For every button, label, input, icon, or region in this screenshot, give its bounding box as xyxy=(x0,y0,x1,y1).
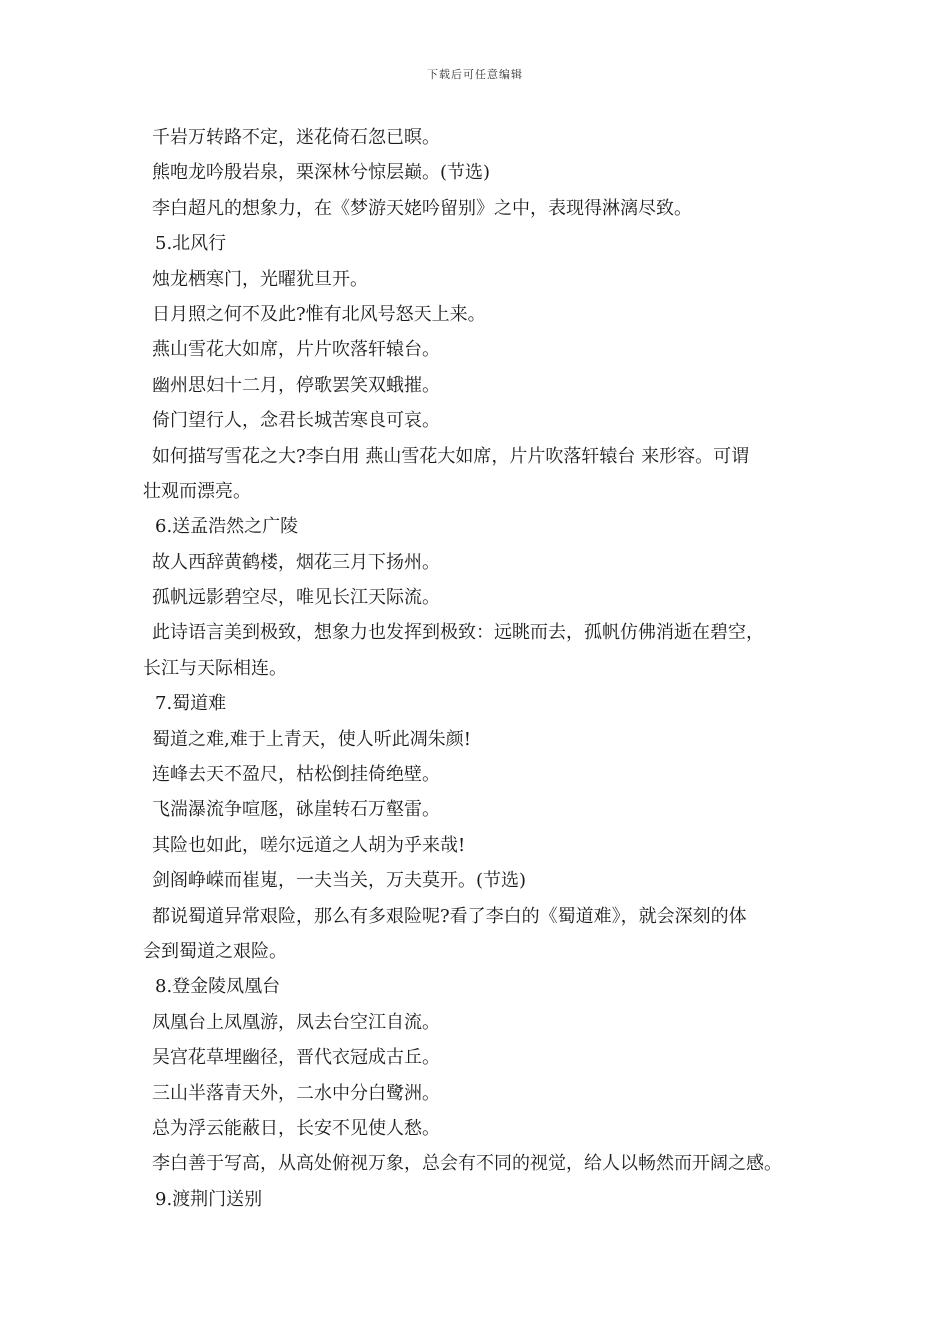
commentary-line: 如何描写雪花之大?李白用 燕山雪花大如席，片片吹落轩辕台 来形容。可谓 xyxy=(152,445,750,467)
commentary-line: 李白善于写高，从高处俯视万象，总会有不同的视觉，给人以畅然而开阔之感。 xyxy=(152,1153,782,1175)
verse-line: 日月照之何不及此?惟有北风号怒天上来。 xyxy=(152,303,486,325)
verse-line: 孤帆远影碧空尽，唯见长江天际流。 xyxy=(152,587,440,609)
verse-line: 飞湍瀑流争喧豗，砯崖转石万壑雷。 xyxy=(152,799,440,821)
poem-heading: 5.北风行 xyxy=(155,233,227,255)
verse-line: 三山半落青天外，二水中分白鹭洲。 xyxy=(152,1082,440,1104)
verse-line: 燕山雪花大如席，片片吹落轩辕台。 xyxy=(152,339,440,361)
commentary-line-continued: 会到蜀道之艰险。 xyxy=(143,940,287,962)
poem-heading: 7.蜀道难 xyxy=(155,693,227,715)
verse-line: 连峰去天不盈尺，枯松倒挂倚绝壁。 xyxy=(152,764,440,786)
verse-line: 吴宫花草埋幽径，晋代衣冠成古丘。 xyxy=(152,1047,440,1069)
commentary-line-continued: 长江与天际相连。 xyxy=(143,657,287,679)
poem-heading: 8.登金陵凤凰台 xyxy=(155,976,281,998)
verse-line: 千岩万转路不定，迷花倚石忽已暝。 xyxy=(152,127,440,148)
poem-heading: 9.渡荆门送别 xyxy=(155,1188,263,1210)
verse-line: 蜀道之难,难于上青天，使人听此凋朱颜! xyxy=(152,728,471,750)
verse-line: 故人西辞黄鹤楼，烟花三月下扬州。 xyxy=(152,551,440,573)
document-body xyxy=(143,120,823,1217)
verse-line: 烛龙栖寒门，光曜犹旦开。 xyxy=(152,268,368,290)
poem-heading: 6.送孟浩然之广陵 xyxy=(155,516,299,538)
page-header-note: 下载后可任意编辑 xyxy=(427,68,523,81)
commentary-line: 李白超凡的想象力，在《梦游天姥吟留别》之中，表现得淋漓尽致。 xyxy=(152,197,692,219)
verse-line: 幽州思妇十二月，停歌罢笑双蛾摧。 xyxy=(152,374,440,396)
verse-line: 总为浮云能蔽日，长安不见使人愁。 xyxy=(152,1117,440,1139)
commentary-line: 都说蜀道异常艰险，那么有多艰险呢?看了李白的《蜀道难》，就会深刻的体 xyxy=(152,905,747,927)
commentary-line: 此诗语言美到极致，想象力也发挥到极致：远眺而去，孤帆仿佛消逝在碧空， xyxy=(152,622,764,644)
verse-line: 倚门望行人，念君长城苦寒良可哀。 xyxy=(152,410,440,432)
verse-line: 其险也如此，嗟尔远道之人胡为乎来哉! xyxy=(152,834,466,856)
verse-line: 熊咆龙吟殷岩泉，栗深林兮惊层巅。(节选) xyxy=(152,162,491,184)
commentary-line-continued: 壮观而漂亮。 xyxy=(143,480,251,502)
verse-line: 剑阁峥嵘而崔嵬，一夫当关，万夫莫开。(节选) xyxy=(152,870,527,892)
verse-line: 凤凰台上凤凰游，凤去台空江自流。 xyxy=(152,1011,440,1033)
